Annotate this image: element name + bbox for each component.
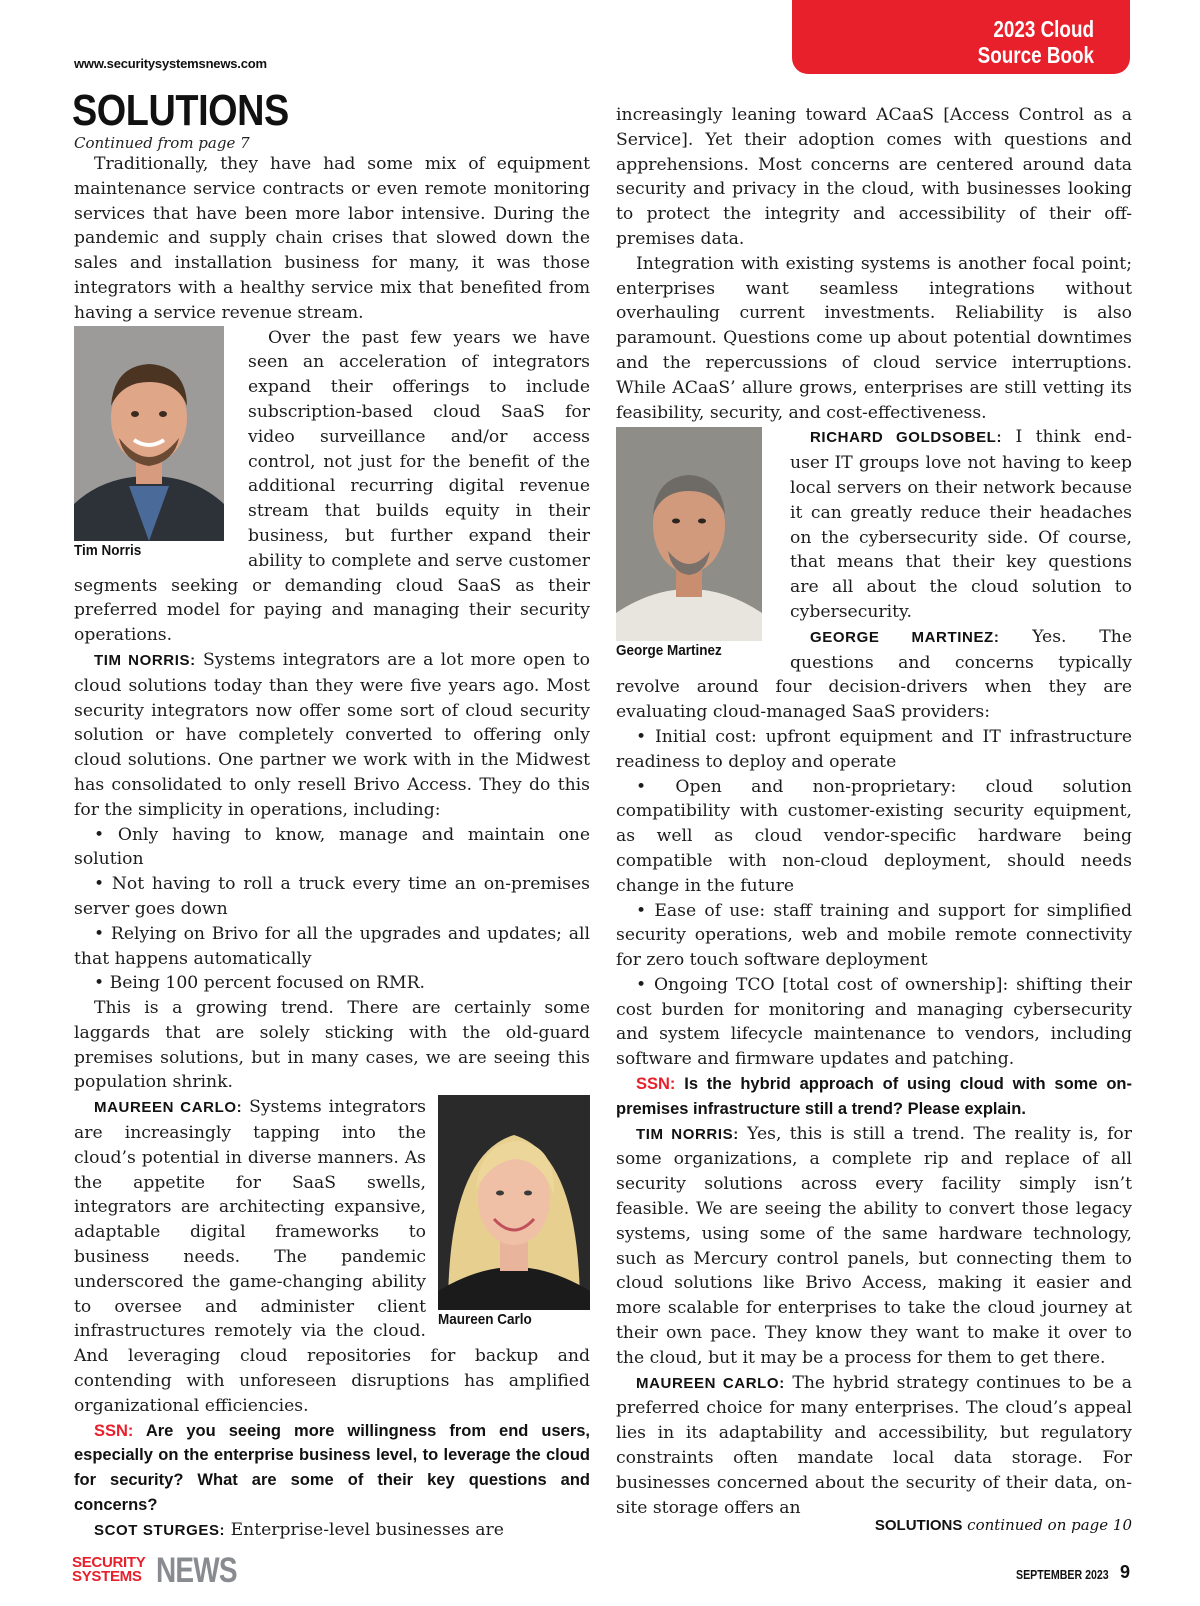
- tab-line-2: Source Book: [977, 42, 1094, 68]
- tim-norris-answer: [74, 648, 590, 823]
- tim-norris-answer: [616, 1122, 1132, 1371]
- answer-text: I think end-user IT groups love not having to keep local servers on their network because it can greatly reduce their headaches on the cybersecurity side. Of course, that means that their key questions are all about the cloud solution to cybersecurity.: [790, 427, 1132, 622]
- continued-on-line[interactable]: [875, 1516, 1132, 1534]
- answer-text: Yes. The questions and concerns typically revolve around four decision-drivers when they are evaluating cloud-managed SaaS providers:: [616, 626, 1132, 723]
- bullet-item: • Ease of use: staff training and support for simplified security operations, web and mobile remote connectivity for zero touch software deployment: [616, 900, 1132, 971]
- issue-date: SEPTEMBER 2023: [1016, 1568, 1109, 1582]
- ssn-label: SSN:: [636, 1075, 676, 1094]
- ssn-question: [74, 1419, 590, 1518]
- page-number: 9: [1120, 1562, 1131, 1582]
- bullet-item: • Open and non-proprietary: cloud solution compatibility with customer-existing security equipment, as well as cloud vendor-specific hardware being compatible with non-cloud deployment, should needs change in the future: [616, 776, 1132, 896]
- speaker-label: GEORGE MARTINEZ:: [810, 628, 1000, 646]
- ssn-label: SSN:: [94, 1421, 134, 1440]
- continued-keyword: SOLUTIONS: [874, 1517, 963, 1534]
- george-martinez-caption: George Martinez: [616, 642, 722, 660]
- tab-line-1: 2023 Cloud: [993, 16, 1094, 42]
- answer-text: Systems integrators are a lot more open to cloud solutions today than they were five years ago. Most security integrators now offer some sort of cloud security solution or have completely converted to offering only cloud solutions. One partner we work with in the Midwest has consolidated to only resell Brivo Access. They do this for the simplicity in operations, including:: [74, 649, 590, 820]
- article-paragraph: Over the past few years we have seen an acceleration of integrators expand their offerings to include subscription-based cloud SaaS for video surveillance and/or access control, not just for the benefit of the additional recurring digital revenue stream that builds equity in their business, but further expand their ability to complete and serve customer segments seeking or demanding cloud SaaS as their preferred model for paying and managing their security operations.: [74, 327, 590, 646]
- article-paragraph: Traditionally, they have had some mix of equipment maintenance service contracts or even remote monitoring services that have been more labor intensive. During the pandemic and supply chain crises that slowed down the sales and installation business for many, it was those integrators with a healthy service mix that benefited from having a service revenue stream.: [74, 154, 590, 323]
- maureen-carlo-answer: [616, 1371, 1132, 1521]
- continued-text: continued on page 10: [967, 1516, 1132, 1534]
- speaker-label: RICHARD GOLDSOBEL:: [810, 429, 1003, 447]
- speaker-label: MAUREEN CARLO:: [636, 1374, 785, 1392]
- maureen-carlo-photo: [438, 1095, 590, 1310]
- answer-text: Systems integrators are increasingly tapping into the cloud’s potential in diverse manners. As the appetite for SaaS swells, integrators are architecting expansive, adaptable digital frameworks to business needs. The pandemic underscored the game-changing ability to oversee and administer client infrastructures remotely via the cloud. And leveraging cloud repositories for backup and contending with unforeseen disruptions has amplified organizational efficiencies.: [74, 1097, 590, 1416]
- site-url[interactable]: www.securitysystemsnews.com: [74, 56, 267, 71]
- article-paragraph: This is a growing trend. There are certainly some laggards that are solely sticking with the old-guard premises solutions, but in many cases, we are seeing this population shrink.: [74, 998, 590, 1093]
- bullet-item: • Initial cost: upfront equipment and IT infrastructure readiness to deploy and operate: [616, 726, 1132, 772]
- answer-text: Yes, this is still a trend. The reality is, for some organizations, a complete rip and replace of all security solutions across every facility simply isn’t feasible. We are seeing the ability to convert those legacy systems, using some of the same hardware technology, such as Mercury control panels, but connecting them to cloud solutions like Brivo Access, making it easier and more scalable for enterprises to take the cloud journey at their own pace. They know they want to make it over to the cloud, but it may be a process for them to get there.: [616, 1123, 1132, 1368]
- answer-text: The hybrid strategy continues to be a preferred choice for many enterprises. The cloud’s appeal lies in its adaptability and accessibility, but regulatory constraints often mandate local data storage. For businesses concerned about the security of their data, on-site storage offers an: [616, 1372, 1133, 1518]
- bullet-item: • Only having to know, manage and maintain one solution: [74, 824, 590, 870]
- logo-line-2: SYSTEMS: [72, 1568, 142, 1585]
- tim-norris-photo: [74, 326, 224, 541]
- speaker-label: MAUREEN CARLO:: [94, 1099, 243, 1117]
- logo-line-1: SECURITY: [72, 1554, 146, 1571]
- bullet-item: • Not having to roll a truck every time an on-premises server goes down: [74, 874, 590, 919]
- logo-news: NEWS: [156, 1551, 237, 1590]
- right-column: [616, 103, 1132, 1520]
- george-martinez-figure: [616, 427, 778, 661]
- section-title: SOLUTIONS: [72, 86, 289, 135]
- answer-text: Enterprise-level businesses are: [230, 1519, 504, 1540]
- left-column: [74, 152, 590, 1544]
- bullet-item: • Being 100 percent focused on RMR.: [94, 973, 426, 994]
- tim-norris-caption: Tim Norris: [74, 541, 142, 559]
- bullet-item: • Ongoing TCO [total cost of ownership]: shifting their cost burden for monitoring and managing cybersecurity and system lifecycle maintenance to vendors, including software and firmware updates and patching.: [616, 974, 1132, 1070]
- question-text: Are you seeing more willingness from end users, especially on the enterprise business level, to leverage the cloud for security? What are some of their key questions and concerns?: [74, 1421, 590, 1515]
- speaker-label: TIM NORRIS:: [94, 651, 196, 669]
- article-paragraph: Integration with existing systems is another focal point; enterprises want seamless integrations without overhauling current investments. Reliability is also paramount. Questions come up about potential downtimes and the repercussions of cloud service interruptions. While ACaaS’ allure grows, enterprises are still vetting its feasibility, security, and cost-effectiveness.: [616, 253, 1132, 423]
- scot-sturges-answer: [74, 1518, 590, 1544]
- source-book-tab: [792, 0, 1130, 74]
- maureen-carlo-caption: Maureen Carlo: [438, 1311, 532, 1329]
- speaker-label: SCOT STURGES:: [94, 1521, 226, 1539]
- question-text: Is the hybrid approach of using cloud with some on-premises infrastructure still a trend? Please explain.: [616, 1075, 1132, 1118]
- continued-from: Continued from page 7: [74, 134, 250, 152]
- george-martinez-photo: [616, 427, 762, 641]
- speaker-label: TIM NORRIS:: [636, 1125, 739, 1143]
- ssn-question: [616, 1072, 1132, 1122]
- maureen-carlo-figure: [438, 1095, 590, 1330]
- article-paragraph: increasingly leaning toward ACaaS [Access Control as a Service]. Yet their adoption comes with questions and apprehensions. Most concerns are centered around data security and privacy in the cloud, with businesses looking to protect the integrity and accessibility of their off-premises data.: [616, 105, 1132, 249]
- bullet-item: • Relying on Brivo for all the upgrades and updates; all that happens automatically: [74, 923, 590, 969]
- tim-norris-figure: [74, 326, 236, 561]
